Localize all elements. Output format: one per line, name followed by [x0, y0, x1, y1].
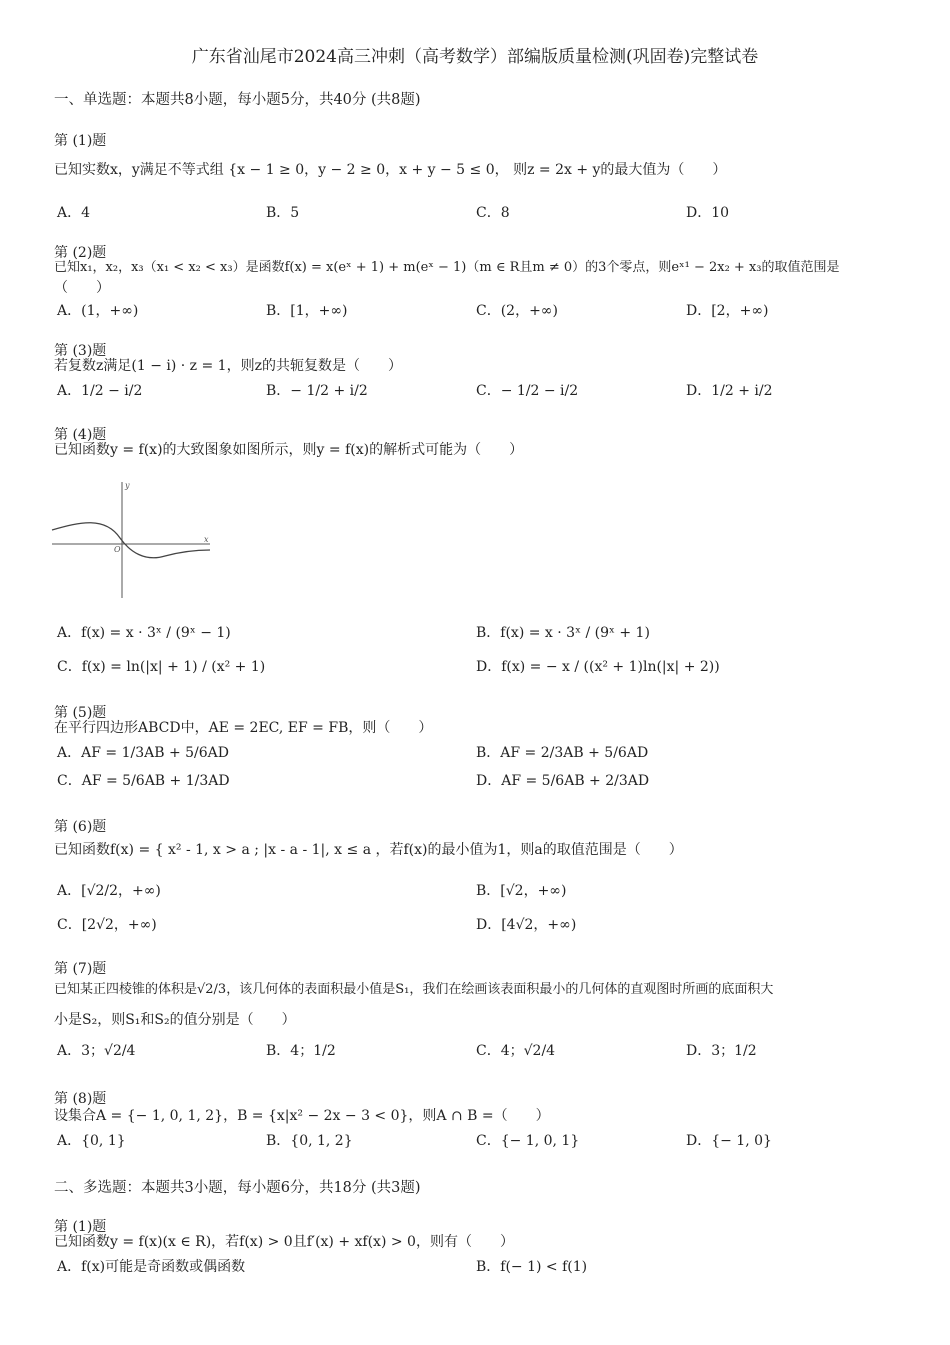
option-a[interactable]: A．AF = 1/3AB + 5/6AD	[57, 745, 229, 761]
option-a[interactable]: A．f(x)可能是奇函数或偶函数	[57, 1259, 246, 1275]
question-stem: 设集合A = {− 1, 0, 1, 2}，B = {x|x² − 2x − 3 < 0}，则A ∩ B =（ ）	[54, 1108, 550, 1124]
option-a[interactable]: A．3；√2/4	[57, 1043, 136, 1059]
option-c[interactable]: C．f(x) = ln(|x| + 1) / (x² + 1)	[57, 659, 266, 675]
question-stem: 若复数z满足(1 − i) · z = 1，则z的共轭复数是（ ）	[54, 358, 402, 374]
question-number: 第 (8)题	[54, 1091, 107, 1107]
option-d[interactable]: D．1/2 + i/2	[686, 383, 773, 399]
question-stem: 已知函数y = f(x)(x ∈ R)，若f(x) > 0且f′(x) + xf(x) > 0，则有（ ）	[54, 1234, 514, 1250]
option-a[interactable]: A．[√2/2，+∞)	[57, 883, 161, 899]
question-stem: 已知函数y = f(x)的大致图象如图所示，则y = f(x)的解析式可能为（ ）	[54, 442, 524, 458]
question-number: 第 (5)题	[54, 705, 107, 721]
option-a[interactable]: A．f(x) = x · 3ˣ / (9ˣ − 1)	[57, 625, 231, 641]
page-title: 广东省汕尾市2024高三冲刺（高考数学）部编版质量检测(巩固卷)完整试卷	[191, 47, 759, 67]
option-b[interactable]: B．{0, 1, 2}	[266, 1133, 353, 1149]
question-number: 第 (4)题	[54, 427, 107, 443]
question-stem: 已知函数f(x) = { x² - 1, x > a ; |x - a - 1|, x ≤ a ，若f(x)的最小值为1，则a的取值范围是（ ）	[54, 842, 683, 858]
option-b[interactable]: B．[1，+∞)	[266, 303, 348, 319]
option-b[interactable]: B．f(− 1) < f(1)	[476, 1259, 588, 1275]
option-c[interactable]: C．− 1/2 − i/2	[476, 383, 579, 399]
question-number: 第 (3)题	[54, 343, 107, 359]
option-c[interactable]: C．(2，+∞)	[476, 303, 558, 319]
option-a[interactable]: A．{0, 1}	[57, 1133, 126, 1149]
option-a[interactable]: A．1/2 − i/2	[57, 383, 143, 399]
question-number: 第 (7)题	[54, 961, 107, 977]
function-curve	[52, 523, 210, 558]
option-c[interactable]: C．4；√2/4	[476, 1043, 556, 1059]
question-number: 第 (1)题	[54, 1219, 107, 1235]
option-b[interactable]: B．[√2，+∞)	[476, 883, 567, 899]
option-c[interactable]: C．8	[476, 205, 510, 221]
option-d[interactable]: D．AF = 5/6AB + 2/3AD	[476, 773, 650, 789]
question-stem-cont: （ ）	[54, 280, 110, 296]
option-d[interactable]: D．[4√2，+∞)	[476, 917, 577, 933]
option-c[interactable]: C．[2√2，+∞)	[57, 917, 157, 933]
option-d[interactable]: D．[2，+∞)	[686, 303, 769, 319]
question-stem-cont: 小是S₂，则S₁和S₂的值分别是（ ）	[54, 1012, 296, 1028]
option-a[interactable]: A．(1，+∞)	[57, 303, 139, 319]
option-b[interactable]: B．4；1/2	[266, 1043, 336, 1059]
origin-label: O	[114, 545, 121, 554]
option-b[interactable]: B．5	[266, 205, 300, 221]
option-c[interactable]: C．AF = 5/6AB + 1/3AD	[57, 773, 230, 789]
option-b[interactable]: B．f(x) = x · 3ˣ / (9ˣ + 1)	[476, 625, 650, 641]
option-d[interactable]: D．10	[686, 205, 730, 221]
option-b[interactable]: B．− 1/2 + i/2	[266, 383, 368, 399]
question-stem: 已知某正四棱锥的体积是√2/3，该几何体的表面积最小值是S₁，我们在绘画该表面积最小的几何体的直观图时所画的底面积大	[54, 982, 774, 997]
question-stem: 已知x₁，x₂，x₃（x₁ < x₂ < x₃）是函数f(x) = x(eˣ + 1) + m(eˣ − 1)（m ∈ R且m ≠ 0）的3个零点，则eˣ¹ − 2x₂ + x₃的取值范围是	[54, 260, 840, 275]
option-d[interactable]: D．3；1/2	[686, 1043, 757, 1059]
section-heading-single: 一、单选题：本题共8小题，每小题5分，共40分 (共8题)	[54, 92, 421, 108]
question-number: 第 (1)题	[54, 133, 107, 149]
question-number: 第 (2)题	[54, 245, 107, 261]
option-d[interactable]: D．f(x) = − x / ((x² + 1)ln(|x| + 2))	[476, 659, 720, 675]
x-axis-label: x	[204, 535, 209, 544]
option-a[interactable]: A．4	[57, 205, 91, 221]
option-d[interactable]: D．{− 1, 0}	[686, 1133, 772, 1149]
question-number: 第 (6)题	[54, 819, 107, 835]
question-stem: 已知实数x，y满足不等式组 {x − 1 ≥ 0，y − 2 ≥ 0，x + y − 5 ≤ 0， 则z = 2x + y的最大值为（ ）	[54, 162, 727, 178]
section-heading-multi: 二、多选题：本题共3小题，每小题6分，共18分 (共3题)	[54, 1180, 421, 1196]
function-graph	[50, 478, 214, 600]
y-axis-label: y	[125, 481, 130, 490]
question-stem: 在平行四边形ABCD中，AE = 2EC, EF = FB，则（ ）	[54, 720, 433, 736]
option-b[interactable]: B．AF = 2/3AB + 5/6AD	[476, 745, 649, 761]
option-c[interactable]: C．{− 1, 0, 1}	[476, 1133, 580, 1149]
